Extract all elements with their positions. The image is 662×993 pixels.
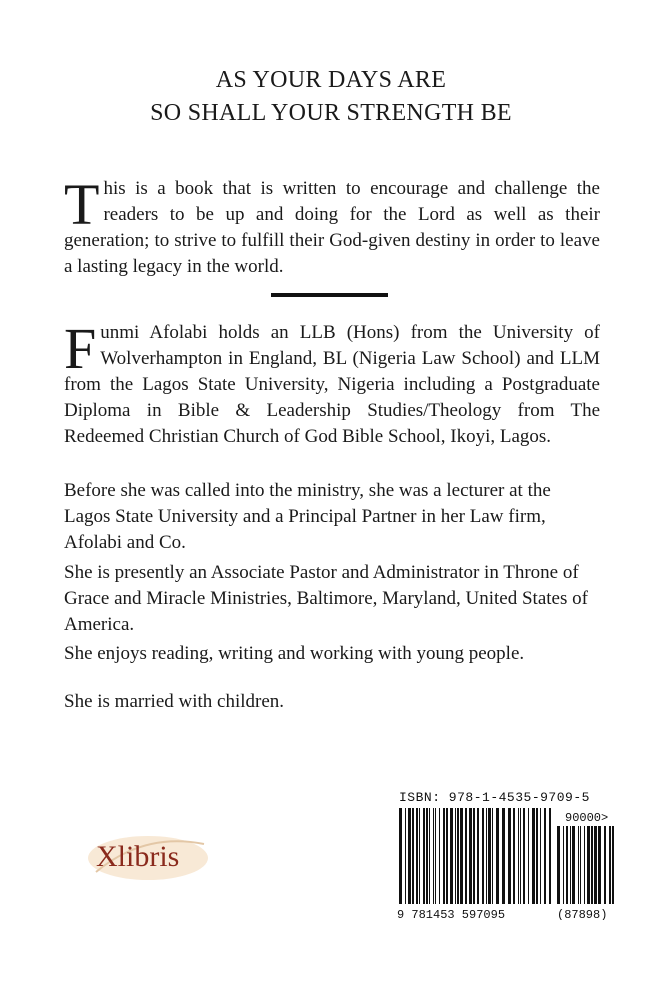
barcode-block (393, 790, 619, 920)
price-code: (87898) (557, 908, 608, 920)
ean-digits: 9 781453 597095 (397, 908, 506, 920)
blurb-text: his is a book that is written to encourage and challenge the readers to be up and doing for the Lord as well as their generation; to strive to fulfill their God-given destiny in order to leave a lasting legacy in the world. (64, 178, 600, 277)
blurb-dropcap: T (64, 172, 100, 237)
book-blurb (64, 172, 600, 280)
bio-paragraph-1 (64, 316, 600, 450)
addon-bars (557, 826, 614, 904)
bio-paragraph-3: She is presently an Associate Pastor and Administrator in Throne of Grace and Miracle Ministries, Baltimore, Maryland, United States of America. (64, 562, 588, 635)
isbn-label: ISBN: 978-1-4535-9709-5 (399, 790, 590, 805)
addon-digits: 90000> (565, 811, 609, 825)
barcode-icon (393, 808, 619, 920)
bio-paragraph-1-text: unmi Afolabi holds an LLB (Hons) from the University of Wolverhampton in England, BL (Nigeria Law School) and LLM from the Lagos State University, Nigeria including a Postgraduate Diploma in Bible & Leadership Studies/Theology from The Redeemed Christian Church of God Bible School, Ikoyi, Lagos. (64, 322, 600, 447)
title-line-1: AS YOUR DAYS ARE (215, 67, 447, 93)
bio-paragraph-4: She enjoys reading, writing and working with young people. (64, 643, 525, 664)
xlibris-logo-icon (84, 828, 216, 884)
divider-rule (271, 293, 388, 297)
bio-paragraph-2: Before she was called into the ministry, she was a lecturer at the Lagos State University and a Principal Partner in her Law firm, Afolabi and Co. (64, 480, 551, 553)
publisher-name: Xlibris (96, 840, 180, 873)
bio-paragraph-5: She is married with children. (64, 691, 285, 712)
bio-dropcap: F (64, 316, 97, 381)
book-title (0, 64, 662, 130)
title-line-2: SO SHALL YOUR STRENGTH BE (150, 100, 512, 126)
ean-bars (399, 808, 551, 904)
publisher-logo (84, 828, 216, 884)
